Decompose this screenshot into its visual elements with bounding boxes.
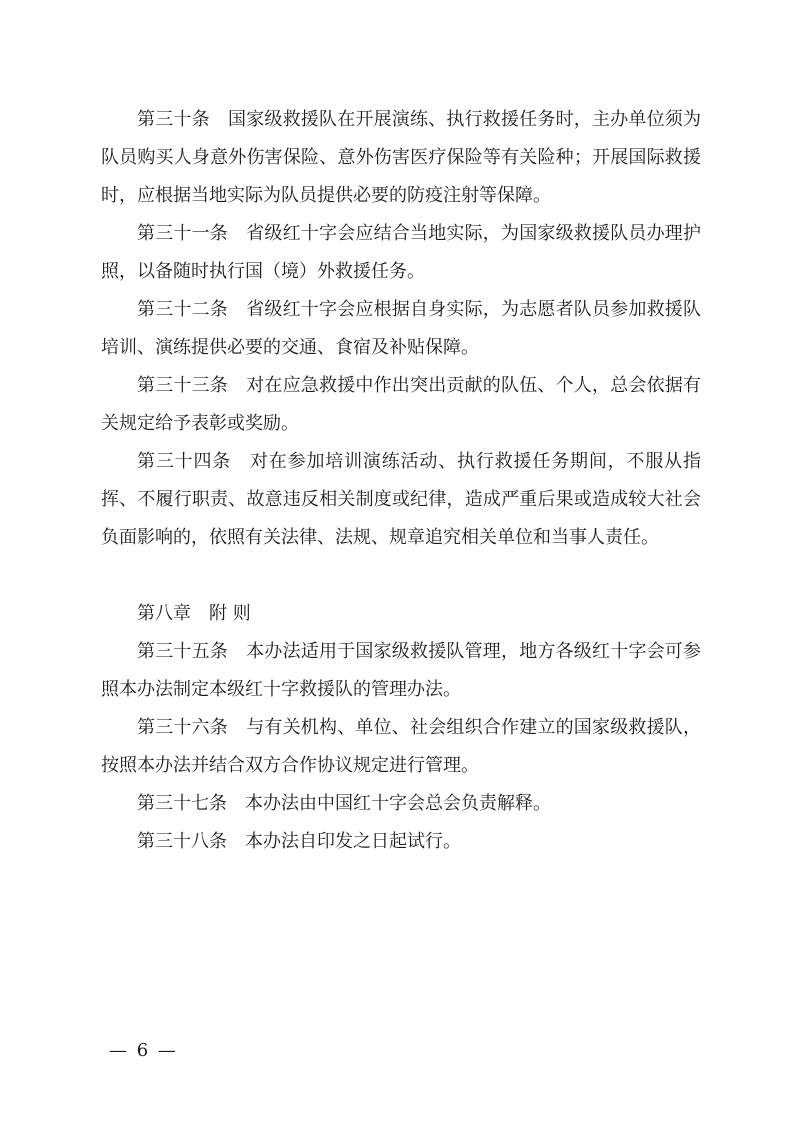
- article-37: 第三十七条 本办法由中国红十字会总会负责解释。: [137, 793, 551, 814]
- article-30: 第三十条 国家级救援队在开展演练、执行救援任务时，主办单位须为队员购买人身意外伤害保险、意外伤害医疗保险等有关险种；开展国际救援时，应根据当地实际为队员提供必要的防疫注射等保障。: [101, 109, 701, 206]
- document-body: [101, 101, 701, 861]
- article-34: 第三十四条 对在参加培训演练活动、执行救援任务期间，不服从指挥、不履行职责、故意违反相关制度或纪律，造成严重后果或造成较大社会负面影响的，依照有关法律、法规、规章追究相关单位和当事人责任。: [101, 451, 701, 548]
- article-35: 第三十五条 本办法适用于国家级救援队管理，地方各级红十字会可参照本办法制定本级红十字救援队的管理办法。: [101, 641, 701, 700]
- article-33: 第三十三条 对在应急救援中作出突出贡献的队伍、个人，总会依据有关规定给予表彰或奖励。: [101, 375, 701, 434]
- section-spacer: [101, 557, 701, 595]
- article-38: 第三十八条 本办法自印发之日起试行。: [137, 831, 461, 852]
- article-36: 第三十六条 与有关机构、单位、社会组织合作建立的国家级救援队，按照本办法并结合双方合作协议规定进行管理。: [101, 717, 701, 776]
- page-number: — 6 —: [109, 1040, 178, 1061]
- chapter-heading: 第八章 附 则: [137, 603, 251, 624]
- article-31: 第三十一条 省级红十字会应结合当地实际，为国家级救援队员办理护照，以备随时执行国（境）外救援任务。: [101, 223, 701, 282]
- article-32: 第三十二条 省级红十字会应根据自身实际，为志愿者队员参加救援队培训、演练提供必要的交通、食宿及补贴保障。: [101, 299, 701, 358]
